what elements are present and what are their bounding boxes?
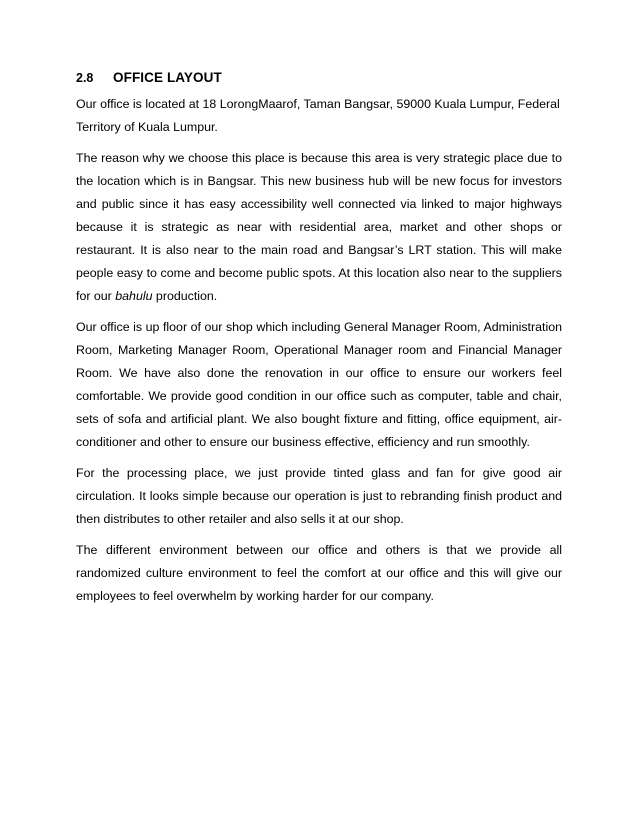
section-number: 2.8	[76, 71, 94, 85]
paragraph-reason-end: production.	[152, 289, 218, 303]
paragraph-rooms: Our office is up floor of our shop which including General Manager Room, Administration Room, Marketing Manager Room, Operational Manager room and Financial Manager Room. We have also done the renovation in our office to ensure our workers feel comfortable. We provide good condition in our office such as computer, table and chair, sets of sofa and artificial plant. We also bought fixture and fitting, office equipment, air-conditioner and other to ensure our business effective, efficiency and run smoothly.	[76, 320, 562, 449]
document-page	[76, 70, 562, 616]
paragraph-reason-italic: bahulu	[115, 289, 153, 303]
paragraph-environment: The different environment between our office and others is that we provide all randomized culture environment to feel the comfort at our office and this will give our employees to feel overwhelm by working harder for our company.	[76, 543, 562, 603]
section-heading	[76, 70, 562, 85]
paragraph-processing: For the processing place, we just provide tinted glass and fan for give good air circulation. It looks simple because our operation is just to rebranding finish product and then distributes to other retailer and also sells it at our shop.	[76, 466, 562, 526]
paragraph-reason-text: The reason why we choose this place is because this area is very strategic place due to the location which is in Bangsar. This new business hub will be new focus for investors and public since it has easy accessibility well connected via linked to major highways because it is strategic as near with residential area, market and other shops or restaurant. It is also near to the main road and Bangsar’s LRT station. This will make people easy to come and become public spots. At this location also near to the suppliers for our	[76, 151, 562, 303]
paragraph-location: Our office is located at 18 LorongMaarof, Taman Bangsar, 59000 Kuala Lumpur, Federal Territory of Kuala Lumpur.	[76, 97, 560, 134]
section-title: OFFICE LAYOUT	[113, 70, 222, 85]
paragraph-reason	[76, 147, 562, 308]
